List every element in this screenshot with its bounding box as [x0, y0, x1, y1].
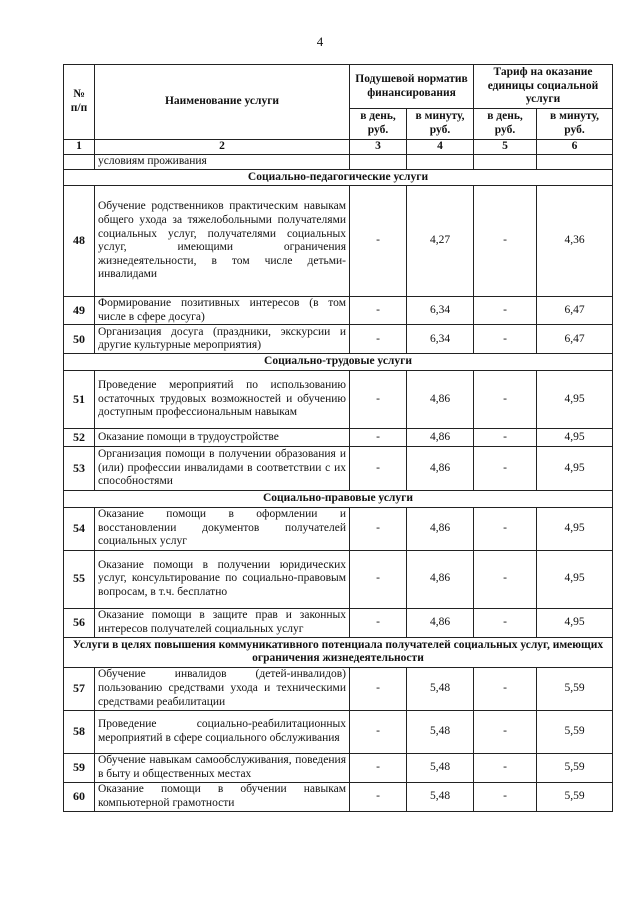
tariff-per-day: -	[474, 710, 537, 753]
tariff-per-day: -	[474, 370, 537, 428]
header-num: № п/п	[64, 65, 95, 140]
row-number: 53	[64, 446, 95, 490]
tariff-per-day: -	[474, 667, 537, 710]
table-row	[64, 186, 613, 297]
table-row	[64, 507, 613, 550]
row-number: 57	[64, 667, 95, 710]
tariff-per-day: -	[474, 782, 537, 811]
table-row	[64, 667, 613, 710]
row-number: 55	[64, 550, 95, 608]
header-norm-group: Подушевой норматив финансирования	[350, 65, 474, 109]
norm-per-minute: 5,48	[407, 667, 474, 710]
norm-per-minute: 4,86	[407, 370, 474, 428]
norm-per-minute: 4,86	[407, 608, 474, 637]
section-row	[64, 490, 613, 507]
norm-per-minute: 5,48	[407, 782, 474, 811]
tariff-per-minute: 4,95	[537, 608, 613, 637]
header-norm-per-day: в день, руб.	[350, 109, 407, 140]
tariff-per-day: -	[474, 608, 537, 637]
tariff-per-minute: 4,95	[537, 446, 613, 490]
row-number: 58	[64, 710, 95, 753]
tariff-per-minute: 5,59	[537, 667, 613, 710]
service-name: Формирование позитивных интересов (в том числе в сфере досуга)	[95, 297, 350, 325]
column-index: 6	[537, 140, 613, 155]
section-title: Социально-педагогические услуги	[64, 169, 613, 186]
column-index: 1	[64, 140, 95, 155]
norm-per-minute: 5,48	[407, 710, 474, 753]
table-row	[64, 782, 613, 811]
table-row	[64, 446, 613, 490]
table-row	[64, 753, 613, 782]
service-name: Обучение инвалидов (детей-инвалидов) пользованию средствами ухода и техническими средствами реабилитации	[95, 667, 350, 710]
norm-per-day: -	[350, 753, 407, 782]
norm-per-minute: 5,48	[407, 753, 474, 782]
service-name: Организация досуга (праздники, экскурсии и другие культурные мероприятия)	[95, 325, 350, 354]
column-index: 3	[350, 140, 407, 155]
norm-per-minute: 6,34	[407, 297, 474, 325]
norm-per-day: -	[350, 428, 407, 446]
row-number: 48	[64, 186, 95, 297]
row-number: 52	[64, 428, 95, 446]
service-name: Оказание помощи в обучении навыкам компьютерной грамотности	[95, 782, 350, 811]
service-name: Организация помощи в получении образования и (или) профессии инвалидами в соответствии с их способностями	[95, 446, 350, 490]
section-row	[64, 354, 613, 371]
norm-per-minute: 6,34	[407, 325, 474, 354]
norm-per-day: -	[350, 782, 407, 811]
table-row	[64, 297, 613, 325]
tariff-per-day: -	[474, 446, 537, 490]
norm-per-day: -	[350, 608, 407, 637]
header-norm-per-minute: в минуту, руб.	[407, 109, 474, 140]
tariff-table	[63, 64, 613, 812]
page-number: 4	[316, 34, 324, 49]
norm-per-day: -	[350, 710, 407, 753]
tariff-per-day: -	[474, 753, 537, 782]
table-row	[64, 710, 613, 753]
tariff-per-day: -	[474, 507, 537, 550]
table-row	[64, 370, 613, 428]
row-number: 49	[64, 297, 95, 325]
norm-per-minute: 4,86	[407, 550, 474, 608]
norm-per-day: -	[350, 446, 407, 490]
norm-per-day: -	[350, 550, 407, 608]
tariff-per-minute: 5,59	[537, 753, 613, 782]
column-index: 2	[95, 140, 350, 155]
tariff-per-minute: 4,95	[537, 370, 613, 428]
table-row	[64, 608, 613, 637]
service-name: Оказание помощи в оформлении и восстановлении документов получателей социальных услуг	[95, 507, 350, 550]
row-number: 51	[64, 370, 95, 428]
column-index: 5	[474, 140, 537, 155]
norm-per-minute: 4,86	[407, 446, 474, 490]
service-name: Обучение навыкам самообслуживания, поведения в быту и общественных местах	[95, 753, 350, 782]
service-name: Проведение мероприятий по использованию остаточных трудовых возможностей и обучению доступным профессиональным навыкам	[95, 370, 350, 428]
tariff-per-minute: 4,95	[537, 550, 613, 608]
norm-per-day: -	[350, 667, 407, 710]
table-row	[64, 550, 613, 608]
tariff-per-minute: 6,47	[537, 325, 613, 354]
table-row	[64, 428, 613, 446]
norm-per-day: -	[350, 325, 407, 354]
tariff-per-day: -	[474, 297, 537, 325]
tariff-per-minute: 4,36	[537, 186, 613, 297]
row-number: 60	[64, 782, 95, 811]
tariff-per-minute: 4,95	[537, 507, 613, 550]
section-row	[64, 169, 613, 186]
carryover-text: условиям проживания	[95, 154, 350, 169]
service-name: Обучение родственников практическим навыкам общего ухода за тяжелобольными получателями социальных услуг, получателями социальных услуг, имеющими ограничения жизнедеятельности, в том числе детьми-инвалидами	[95, 186, 350, 297]
table-header	[64, 65, 613, 155]
norm-per-day: -	[350, 186, 407, 297]
service-name: Оказание помощи в защите прав и законных интересов получателей социальных услуг	[95, 608, 350, 637]
column-index: 4	[407, 140, 474, 155]
norm-per-day: -	[350, 297, 407, 325]
tariff-per-minute: 6,47	[537, 297, 613, 325]
section-title: Услуги в целях повышения коммуникативного потенциала получателей социальных услуг, имеющих ограничения жизнедеятельности	[64, 637, 613, 667]
header-tariff-per-minute: в минуту, руб.	[537, 109, 613, 140]
tariff-per-minute: 4,95	[537, 428, 613, 446]
norm-per-day: -	[350, 370, 407, 428]
row-number: 56	[64, 608, 95, 637]
header-service-name: Наименование услуги	[95, 65, 350, 140]
row-number: 50	[64, 325, 95, 354]
tariff-per-day: -	[474, 186, 537, 297]
header-tariff-group: Тариф на оказание единицы социальной услуги	[474, 65, 613, 109]
tariff-per-minute: 5,59	[537, 710, 613, 753]
section-row	[64, 637, 613, 667]
tariff-per-day: -	[474, 428, 537, 446]
tariff-per-minute: 5,59	[537, 782, 613, 811]
tariff-per-day: -	[474, 550, 537, 608]
norm-per-minute: 4,86	[407, 507, 474, 550]
norm-per-minute: 4,86	[407, 428, 474, 446]
table-body	[64, 154, 613, 811]
section-title: Социально-трудовые услуги	[64, 354, 613, 371]
row-number: 59	[64, 753, 95, 782]
header-tariff-per-day: в день, руб.	[474, 109, 537, 140]
service-name: Оказание помощи в получении юридических услуг, консультирование по социально-правовым вопросам, в т.ч. бесплатно	[95, 550, 350, 608]
norm-per-minute: 4,27	[407, 186, 474, 297]
table-row	[64, 325, 613, 354]
service-name: Проведение социально-реабилитационных мероприятий в сфере социального обслуживания	[95, 710, 350, 753]
carryover-row	[64, 154, 613, 169]
section-title: Социально-правовые услуги	[64, 490, 613, 507]
norm-per-day: -	[350, 507, 407, 550]
row-number: 54	[64, 507, 95, 550]
service-name: Оказание помощи в трудоустройстве	[95, 428, 350, 446]
tariff-per-day: -	[474, 325, 537, 354]
